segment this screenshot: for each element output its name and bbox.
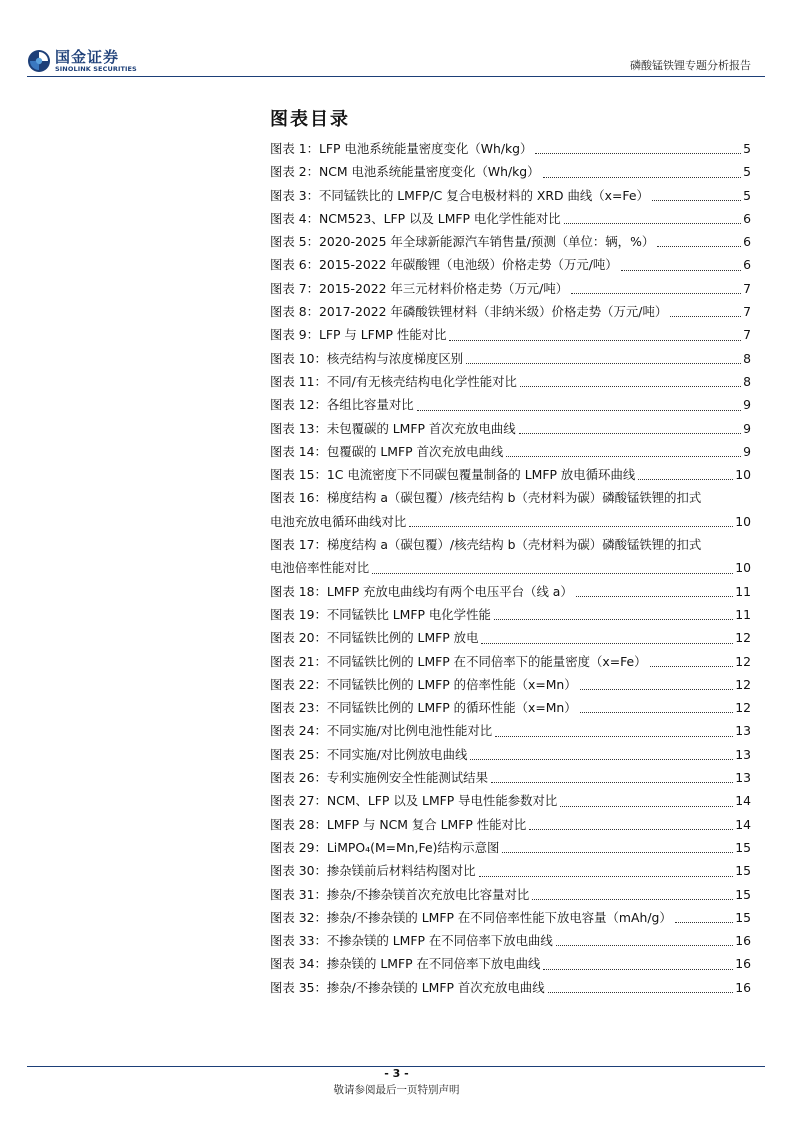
dot-leader <box>494 619 733 620</box>
toc-entry-page: 16 <box>735 933 751 949</box>
toc-entry-page: 8 <box>743 373 751 389</box>
toc-entry-label: 图表 29：LiMPO₄(M=Mn,Fe)结构示意图 <box>270 839 500 855</box>
toc-entry[interactable] <box>270 603 751 626</box>
toc-entry[interactable] <box>270 160 751 183</box>
toc-entry-label: 图表 13：未包覆碳的 LMFP 首次充放电曲线 <box>270 420 516 436</box>
toc-entry-page: 9 <box>743 397 751 413</box>
dot-leader <box>535 153 741 154</box>
dot-leader <box>670 316 741 317</box>
toc-entry[interactable] <box>270 137 751 160</box>
toc-entry-page: 14 <box>735 793 751 809</box>
toc-entry-first-line[interactable]: 图表 17：梯度结构 a（碳包覆）/核壳结构 b（壳材料为碳）磷酸锰铁锂的扣式 <box>270 537 702 553</box>
toc-entry-label: 图表 20：不同锰铁比例的 LMFP 放电 <box>270 630 479 646</box>
dot-leader <box>548 992 734 993</box>
dot-leader <box>506 456 741 457</box>
dot-leader <box>372 573 733 574</box>
toc-entry-page: 16 <box>735 979 751 995</box>
toc-entry-label: 图表 5：2020-2025 年全球新能源汽车销售量/预测（单位：辆，%） <box>270 234 655 250</box>
toc-entry-page: 15 <box>735 863 751 879</box>
toc-entry[interactable] <box>270 789 751 812</box>
toc-entry-page: 11 <box>735 606 751 622</box>
dot-leader <box>519 433 741 434</box>
toc-entry[interactable] <box>270 766 751 789</box>
toc-entry-label: 图表 32：掺杂/不掺杂镁的 LMFP 在不同倍率性能下放电容量（mAh/g） <box>270 909 672 925</box>
toc-entry-label: 图表 7：2015-2022 年三元材料价格走势（万元/吨） <box>270 280 569 296</box>
toc-entry[interactable] <box>270 883 751 906</box>
dot-leader <box>560 806 733 807</box>
dot-leader <box>576 596 733 597</box>
toc-entry-label: 图表 23：不同锰铁比例的 LMFP 的循环性能（x=Mn） <box>270 700 577 716</box>
toc-entry-page: 11 <box>735 583 751 599</box>
dot-leader <box>466 363 741 364</box>
toc-entry-label: 图表 15：1C 电流密度下不同碳包覆量制备的 LMFP 放电循环曲线 <box>270 467 636 483</box>
toc-entry[interactable] <box>270 743 751 766</box>
report-title: 磷酸锰铁锂专题分析报告 <box>630 59 751 72</box>
dot-leader <box>675 922 733 923</box>
dot-leader <box>571 293 741 294</box>
toc-entry-label: 电池充放电循环曲线对比 <box>270 513 407 529</box>
toc-entry[interactable] <box>270 440 751 463</box>
toc-entry-page: 10 <box>735 467 751 483</box>
toc-entry-page: 7 <box>743 304 751 320</box>
toc-entry-label: 图表 21：不同锰铁比例的 LMFP 在不同倍率下的能量密度（x=Fe） <box>270 653 647 669</box>
dot-leader <box>481 643 733 644</box>
sinolink-logo-icon <box>27 49 51 73</box>
toc-entry-page: 5 <box>743 164 751 180</box>
logo-chinese-name: 国金证券 <box>55 48 120 66</box>
toc-entry-label: 图表 12：各组比容量对比 <box>270 397 414 413</box>
toc-entry[interactable] <box>270 510 751 533</box>
toc-entry-label: 图表 22：不同锰铁比例的 LMFP 的倍率性能（x=Mn） <box>270 676 577 692</box>
toc-entry[interactable] <box>270 673 751 696</box>
toc-entry-page: 13 <box>735 723 751 739</box>
dot-leader <box>520 386 741 387</box>
toc-entry[interactable] <box>270 184 751 207</box>
toc-entry[interactable] <box>270 580 751 603</box>
toc-entry-label: 图表 27：NCM、LFP 以及 LMFP 导电性能参数对比 <box>270 793 558 809</box>
toc-entry[interactable] <box>270 347 751 370</box>
toc-entry-page: 15 <box>735 909 751 925</box>
toc-entry-label: 图表 2：NCM 电池系统能量密度变化（Wh/kg） <box>270 164 540 180</box>
header-divider <box>27 76 765 77</box>
toc-entry-page: 14 <box>735 816 751 832</box>
toc-entry-page: 10 <box>735 560 751 576</box>
toc-entry-label: 图表 19：不同锰铁比 LMFP 电化学性能 <box>270 606 491 622</box>
toc-entry-first-line[interactable]: 图表 16：梯度结构 a（碳包覆）/核壳结构 b（壳材料为碳）磷酸锰铁锂的扣式 <box>270 490 702 506</box>
dot-leader <box>652 200 741 201</box>
disclaimer-note: 敬请参阅最后一页特别声明 <box>333 1084 460 1096</box>
toc-entry[interactable] <box>270 207 751 230</box>
dot-leader <box>532 899 733 900</box>
toc-entry-page: 15 <box>735 886 751 902</box>
dot-leader <box>650 666 734 667</box>
toc-entry[interactable] <box>270 393 751 416</box>
dot-leader <box>621 270 741 271</box>
toc-entry-page: 6 <box>743 210 751 226</box>
logo-english-name: SINOLINK SECURITIES <box>55 65 137 73</box>
dot-leader <box>502 852 733 853</box>
toc-entry-label: 图表 14：包覆碳的 LMFP 首次充放电曲线 <box>270 443 504 459</box>
dot-leader <box>556 945 733 946</box>
company-logo <box>27 47 137 75</box>
toc-entry[interactable] <box>270 952 751 975</box>
toc-entry[interactable] <box>270 859 751 882</box>
toc-entry[interactable] <box>270 696 751 719</box>
toc-entry-label: 图表 18：LMFP 充放电曲线均有两个电压平台（线 a） <box>270 583 573 599</box>
toc-entry[interactable] <box>270 719 751 742</box>
toc-entry-page: 9 <box>743 420 751 436</box>
dot-leader <box>529 829 733 830</box>
toc-entry-label: 图表 33：不掺杂镁的 LMFP 在不同倍率下放电曲线 <box>270 933 553 949</box>
page-number: - 3 - <box>384 1067 409 1080</box>
toc-entry-page: 13 <box>735 746 751 762</box>
toc-entry-page: 12 <box>735 676 751 692</box>
toc-entry-page: 6 <box>743 234 751 250</box>
toc-entry-label: 图表 11：不同/有无核壳结构电化学性能对比 <box>270 373 517 389</box>
toc-entry[interactable] <box>270 253 751 276</box>
dot-leader <box>543 177 742 178</box>
dot-leader <box>638 479 733 480</box>
toc-entry-label: 图表 30：掺杂镁前后材料结构图对比 <box>270 863 476 879</box>
toc-entry[interactable] <box>270 836 751 859</box>
toc-entry-page: 7 <box>743 280 751 296</box>
toc-entry-label: 图表 35：掺杂/不掺杂镁的 LMFP 首次充放电曲线 <box>270 979 545 995</box>
dot-leader <box>417 410 741 411</box>
toc-entry-label: 图表 4：NCM523、LFP 以及 LMFP 电化学性能对比 <box>270 210 561 226</box>
dot-leader <box>479 876 734 877</box>
toc-entry-page: 13 <box>735 770 751 786</box>
toc-entry-label: 图表 28：LMFP 与 NCM 复合 LMFP 性能对比 <box>270 816 527 832</box>
toc-entry[interactable] <box>270 463 751 486</box>
toc-entry-label: 图表 26：专利实施例安全性能测试结果 <box>270 770 488 786</box>
dot-leader <box>580 712 734 713</box>
toc-entry-page: 8 <box>743 350 751 366</box>
toc-entry[interactable] <box>270 300 751 323</box>
toc-entry[interactable] <box>270 976 751 999</box>
toc-entry[interactable] <box>270 929 751 952</box>
dot-leader <box>543 969 733 970</box>
toc-entry-page: 6 <box>743 257 751 273</box>
dot-leader <box>580 689 734 690</box>
toc-entry[interactable] <box>270 370 751 393</box>
toc-entry[interactable] <box>270 417 751 440</box>
toc-entry-label: 图表 10：核壳结构与浓度梯度区别 <box>270 350 464 366</box>
dot-leader <box>657 246 741 247</box>
toc-entry-page: 7 <box>743 327 751 343</box>
toc-entry[interactable] <box>270 277 751 300</box>
toc-entry-label: 图表 24：不同实施/对比例电池性能对比 <box>270 723 493 739</box>
dot-leader <box>449 340 741 341</box>
toc-entry[interactable] <box>270 906 751 929</box>
toc-entry-page: 12 <box>735 630 751 646</box>
toc-entry-page: 5 <box>743 141 751 156</box>
figure-table-of-contents <box>270 137 751 999</box>
toc-entry-page: 9 <box>743 443 751 459</box>
toc-entry-label: 图表 31：掺杂/不掺杂镁首次充放电比容量对比 <box>270 886 530 902</box>
toc-entry-label: 图表 8：2017-2022 年磷酸铁锂材料（非纳米级）价格走势（万元/吨） <box>270 304 668 320</box>
dot-leader <box>470 759 733 760</box>
toc-entry-label: 图表 25：不同实施/对比例放电曲线 <box>270 746 468 762</box>
toc-title: 图表目录 <box>270 109 350 130</box>
toc-entry[interactable] <box>270 230 751 253</box>
toc-entry-label: 图表 9：LFP 与 LFMP 性能对比 <box>270 327 447 343</box>
toc-entry-page: 12 <box>735 700 751 716</box>
toc-entry-label: 图表 6：2015-2022 年碳酸锂（电池级）价格走势（万元/吨） <box>270 257 618 273</box>
toc-entry[interactable] <box>270 813 751 836</box>
toc-entry-page: 10 <box>735 513 751 529</box>
dot-leader <box>495 736 733 737</box>
toc-entry-page: 16 <box>735 956 751 972</box>
toc-entry-label: 图表 3：不同锰铁比的 LMFP/C 复合电极材料的 XRD 曲线（x=Fe） <box>270 187 649 203</box>
toc-entry[interactable] <box>270 323 751 346</box>
toc-entry-page: 5 <box>743 187 751 203</box>
dot-leader <box>491 782 733 783</box>
toc-entry-label: 图表 1：LFP 电池系统能量密度变化（Wh/kg） <box>270 141 533 156</box>
toc-entry-page: 15 <box>735 839 751 855</box>
dot-leader <box>564 223 741 224</box>
toc-entry-label: 图表 34：掺杂镁的 LMFP 在不同倍率下放电曲线 <box>270 956 541 972</box>
toc-entry[interactable] <box>270 556 751 579</box>
toc-entry[interactable] <box>270 626 751 649</box>
toc-entry-label: 电池倍率性能对比 <box>270 560 370 576</box>
toc-entry[interactable] <box>270 650 751 673</box>
dot-leader <box>409 526 733 527</box>
toc-entry-page: 12 <box>735 653 751 669</box>
